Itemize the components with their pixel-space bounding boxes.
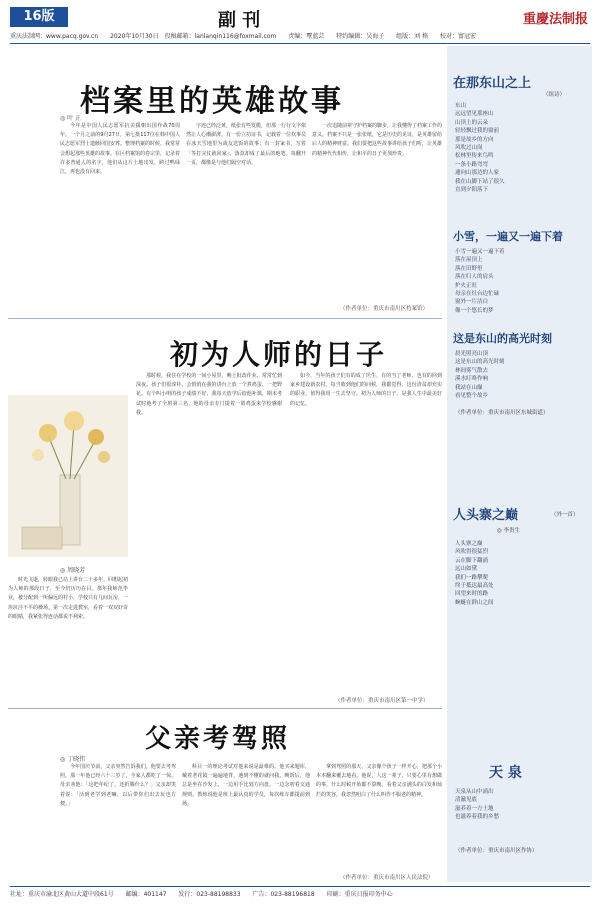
poem-line: 通向山那边的人家	[455, 170, 500, 177]
section-title: 在那东山之上	[453, 76, 532, 91]
poem-lines	[455, 248, 585, 315]
poem-line: 东山	[455, 103, 467, 109]
poem-line: 溪水叮咚作响	[455, 376, 489, 383]
poem-line: 山顶上的云朵	[455, 119, 489, 126]
poem-line: 回望来时的路	[455, 591, 489, 598]
poem-line: 落在归人的肩头	[455, 274, 494, 281]
poem-line: 落在屋顶上	[455, 257, 483, 264]
poem-line: 我站在山巅	[455, 384, 483, 391]
page-number: 16版	[10, 7, 68, 27]
poem-line: 风吹过山岗	[455, 145, 483, 152]
poem-line: 落在田野里	[455, 265, 483, 272]
info-item: 2020年10月30日 投稿邮箱：lanlanqin116@foxmail.com	[110, 33, 277, 40]
article-byline: ◎ 丁晓伟	[60, 756, 86, 763]
section-subtitle: （外一首）	[551, 512, 579, 518]
poem-line: 轻轻飘过我的窗前	[455, 128, 500, 135]
poem-line: 晨光照亮山顶	[455, 351, 489, 357]
poem-line: 风吹得很猛烈	[455, 549, 489, 556]
illustration-image	[8, 395, 128, 557]
poem-line: 远远望见那座山	[455, 111, 494, 118]
divider	[8, 708, 442, 709]
poem-lines	[455, 102, 585, 194]
author-note: （作者单位：重庆市南川区人民法院）	[340, 875, 434, 881]
article-column: 如今，当年的孩子们有的成了医生，有的当了老师，也有的回到家乡建设新农村。每当收到他们的问候，我都觉得，这份清贫却充实的职业，值得我用一生去坚守。初为人师的日子，是我人生中最美好的记忆。	[290, 373, 442, 407]
footer	[10, 886, 590, 902]
section-name: 副 刊	[218, 10, 261, 31]
poem-line: 清澈见底	[455, 797, 478, 804]
author-note: （作者单位：重庆市南川区作协）	[455, 848, 538, 854]
poem-line: 我在山脚下站了很久	[455, 178, 505, 185]
section-title: 人头寨之巅	[453, 508, 519, 523]
poem-line: 这是东山的高光时刻	[455, 359, 505, 366]
masthead-info	[10, 30, 590, 44]
poem-line: 松林里传来鸟鸣	[455, 153, 494, 160]
article-column: 今年国庆节前，父亲突然告诉我们，他要去考驾照。那一年他已经六十三岁了，全家人都吃了一惊。母亲劝他：「这把年纪了，还折腾什么？」父亲却笑着说：「活到老学到老嘛，以后带你们出去玩也方便。」	[60, 764, 176, 807]
newspaper-logo: 重慶法制报	[522, 12, 588, 27]
poem-line: 窗外一片洁白	[455, 299, 489, 306]
poem-line: 天泉从山中涌出	[455, 789, 494, 795]
footer-item: 邮编：401147	[125, 891, 167, 898]
footer-item: 印刷：重庆日报印务中心	[326, 891, 393, 898]
poem-lines	[455, 788, 585, 822]
footer-item: 广告：023-88196818	[252, 891, 315, 898]
poem-line: 像一个悠长的梦	[455, 307, 494, 314]
poem-line: 小雪一遍又一遍下着	[455, 249, 505, 255]
info-item: 重庆法制网：www.pacq.gov.cn	[10, 33, 99, 40]
footer-item: 发行：023-88198833	[178, 891, 241, 898]
poem-line: 母亲在灶台边忙碌	[455, 291, 500, 298]
article-headline: 父亲考驾照	[145, 724, 291, 754]
article-column: 那时候，我住在学校的一间小屋里，晚上批改作业，常常忙到深夜。孩子们很淳朴，会悄悄在我的讲台上放一个煮鸡蛋、一把野花。有个叫小明的孩子成绩不好，我每天放学后给他补课，期末考试时他考了全班第三名，他的母亲专门提着一篮鸡蛋来学校感谢我。	[136, 373, 282, 416]
section-subtitle: （组诗）	[543, 92, 566, 98]
article-headline: 档案里的英雄故事	[80, 84, 344, 119]
poem-line: 我们一路攀爬	[455, 574, 489, 581]
section-title: 这是东山的高光时刻	[453, 332, 552, 345]
section-title: 天 泉	[489, 765, 522, 781]
masthead	[10, 5, 590, 29]
poem-line: 也滋养着我的乡愁	[455, 814, 500, 821]
author-note: （作者单位：重庆市南川区档案馆）	[340, 306, 429, 312]
poem-byline: ◎ 李贵生	[497, 528, 521, 534]
author-note: （作者单位：重庆市南川区东城街道）	[455, 410, 549, 416]
poem-line: 云在脚下翻涌	[455, 557, 489, 564]
article-column: 时光飞逝，转眼我已站上讲台二十多年。回想起初为人师的那段日子，至今仍历历在目。那年我师范毕业，被分配到一所偏远的村小，学校只有几间瓦房，一块坑洼不平的操场。第一次走进教室，看着一双双好奇的眼睛，我紧张得连话都说不利索。	[8, 577, 128, 620]
poem-line: 炉火正旺	[455, 282, 478, 289]
article-byline: ◎ 周晓芳	[60, 567, 86, 574]
article-byline: ◎ 叶 正	[60, 115, 82, 122]
poem-line: 蜿蜒在群山之间	[455, 599, 494, 606]
poetry-sidebar	[447, 46, 592, 882]
poem-line: 直到夕阳落下	[455, 187, 489, 194]
section-title: 小雪，一遍又一遍下着	[453, 230, 563, 243]
info-item: 组版：刘 格	[396, 33, 429, 40]
article-column: 字迹已经泛黄，纸张有些发脆，但那一行行文字依然让人心潮澎湃。有一份立功证书，记载着一位炊事员在冰天雪地里为战友送饭的故事；有一封家书，写着「等打完仗就回家」，落款却成了最后的绝笔。每翻开一页，都像是与他们隔空对话。	[186, 123, 306, 166]
poem-line: 林间雾气散去	[455, 367, 489, 374]
article-column: 科目一的理论考试对他来说是最难的。他买来题库，戴着老花镜一遍遍地背，遇到不懂的就问我。晚饭后，他总是坐在沙发上，一边用手比划方向盘，一边念叨着交通规则。教练说他是班上最认真的学员，每次练车都提前到场。	[182, 764, 310, 807]
author-note: （作者单位：重庆市南川区第一中学）	[335, 698, 429, 704]
poem-line: 滋养着一方土地	[455, 805, 494, 812]
poem-line: 一条小路弯弯	[455, 161, 489, 168]
article-headline: 初为人师的日子	[170, 338, 388, 371]
poem-lines	[455, 540, 585, 607]
article-column: 今年是中国人民志愿军抗美援朝出国作战70周年。一个月之前的9月27日，第七批117位在韩中国人民志愿军烈士遗骸回国安葬。整理档案的时候，我常常会想起那些英雄的故事。在区档案馆的卷宗里，记录着许多普通人的名字，他们从这片土地出发，跨过鸭绿江，再也没有回来。	[60, 123, 180, 176]
poem-line: 终于抵达最高处	[455, 583, 494, 590]
info-item: 责编：覃蓝芸	[288, 33, 325, 40]
article-column: 拿到驾照的那天，父亲像个孩子一样开心，把那个小本本翻来覆去地看。他说，人这一辈子，只要心里有想做的事，什么时候开始都不算晚。看着父亲满头的白发和灿烂的笑容，我忽然明白了什么叫作不服老的精神。	[316, 764, 442, 798]
poem-lines	[455, 350, 585, 400]
poem-line: 人头寨之巅	[455, 541, 483, 547]
divider	[8, 318, 442, 319]
poem-line: 远山如黛	[455, 566, 478, 573]
poem-line: 那是故乡的方向	[455, 136, 494, 143]
flowers-icon	[8, 395, 128, 557]
article-column: 一次追随前辈守护档案的脚步，让我懂得了档案工作的意义。档案不只是一张张纸，它是历史的见证，是英雄留给后人的精神财富。我们要把这些故事讲给孩子们听，让英雄的精神代代相传，让和平的日子更加珍贵。	[312, 123, 442, 157]
footer-item: 社址：重庆市渝北区黄山大道中段61号	[10, 891, 114, 898]
poem-line: 看见整个故乡	[455, 393, 489, 400]
info-item: 特约编辑：吴海子	[336, 33, 385, 40]
info-item: 校对：富冠宏	[440, 33, 477, 40]
